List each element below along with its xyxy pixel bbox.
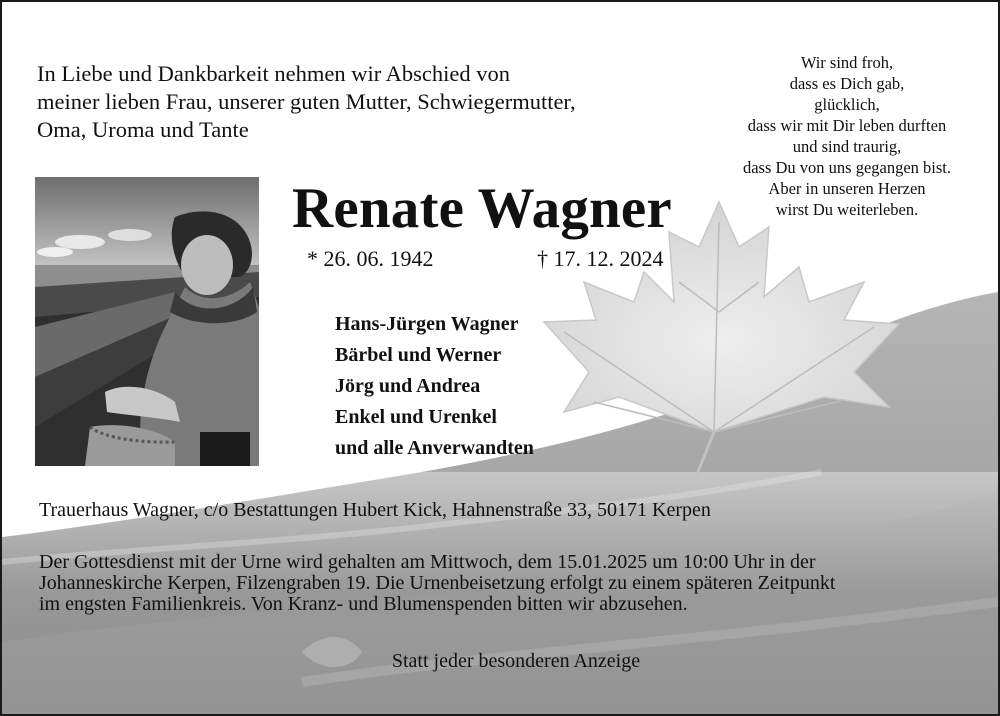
poem-line: wirst Du weiterleben.	[775, 200, 919, 219]
portrait-image	[35, 177, 259, 466]
poem-line: dass Du von uns gegangen bist.	[742, 158, 952, 177]
intro-line: In Liebe und Dankbarkeit nehmen wir Abschied von	[37, 61, 510, 86]
service-line: im engsten Familienkreis. Von Kranz- und Blumenspenden bitten wir abzusehen.	[39, 593, 688, 615]
mourner-name: Hans-Jürgen Wagner	[335, 313, 519, 335]
intro-line: meiner lieben Frau, unserer guten Mutter, Schwiegermutter,	[37, 89, 576, 114]
death-date: † 17. 12. 2024	[537, 246, 664, 271]
portrait-photo	[35, 177, 259, 466]
mourner-name: Enkel und Urenkel	[335, 406, 497, 428]
service-line: Der Gottesdienst mit der Urne wird gehalten am Mittwoch, dem 15.01.2025 um 10:00 Uhr in der	[39, 551, 816, 573]
deceased-name: Renate Wagner	[292, 177, 672, 240]
mourner-name: und alle Anverwandten	[335, 437, 534, 459]
poem-line: dass es Dich gab,	[789, 74, 905, 93]
mourners-list	[335, 309, 534, 464]
intro-line: Oma, Uroma und Tante	[37, 117, 249, 142]
notice-text: Statt jeder besonderen Anzeige	[391, 650, 641, 672]
mourner-name: Bärbel und Werner	[335, 344, 502, 366]
mourning-address: Trauerhaus Wagner, c/o Bestattungen Hubert Kick, Hahnenstraße 33, 50171 Kerpen	[39, 499, 711, 521]
intro-text	[37, 60, 687, 144]
birth-date: * 26. 06. 1942	[307, 246, 434, 271]
notice-footer	[2, 650, 998, 673]
poem-line: glücklich,	[814, 95, 880, 114]
service-info	[39, 552, 969, 615]
poem-line: Aber in unseren Herzen	[768, 179, 926, 198]
mourner-name: Jörg und Andrea	[335, 375, 481, 397]
poem-line: Wir sind froh,	[800, 53, 894, 72]
poem-line: dass wir mit Dir leben durften	[747, 116, 947, 135]
service-line: Johanneskirche Kerpen, Filzengraben 19. Die Urnenbeisetzung erfolgt zu einem späteren Zeitpunkt	[39, 572, 836, 594]
poem-line: und sind traurig,	[792, 137, 902, 156]
memorial-poem	[717, 52, 977, 220]
